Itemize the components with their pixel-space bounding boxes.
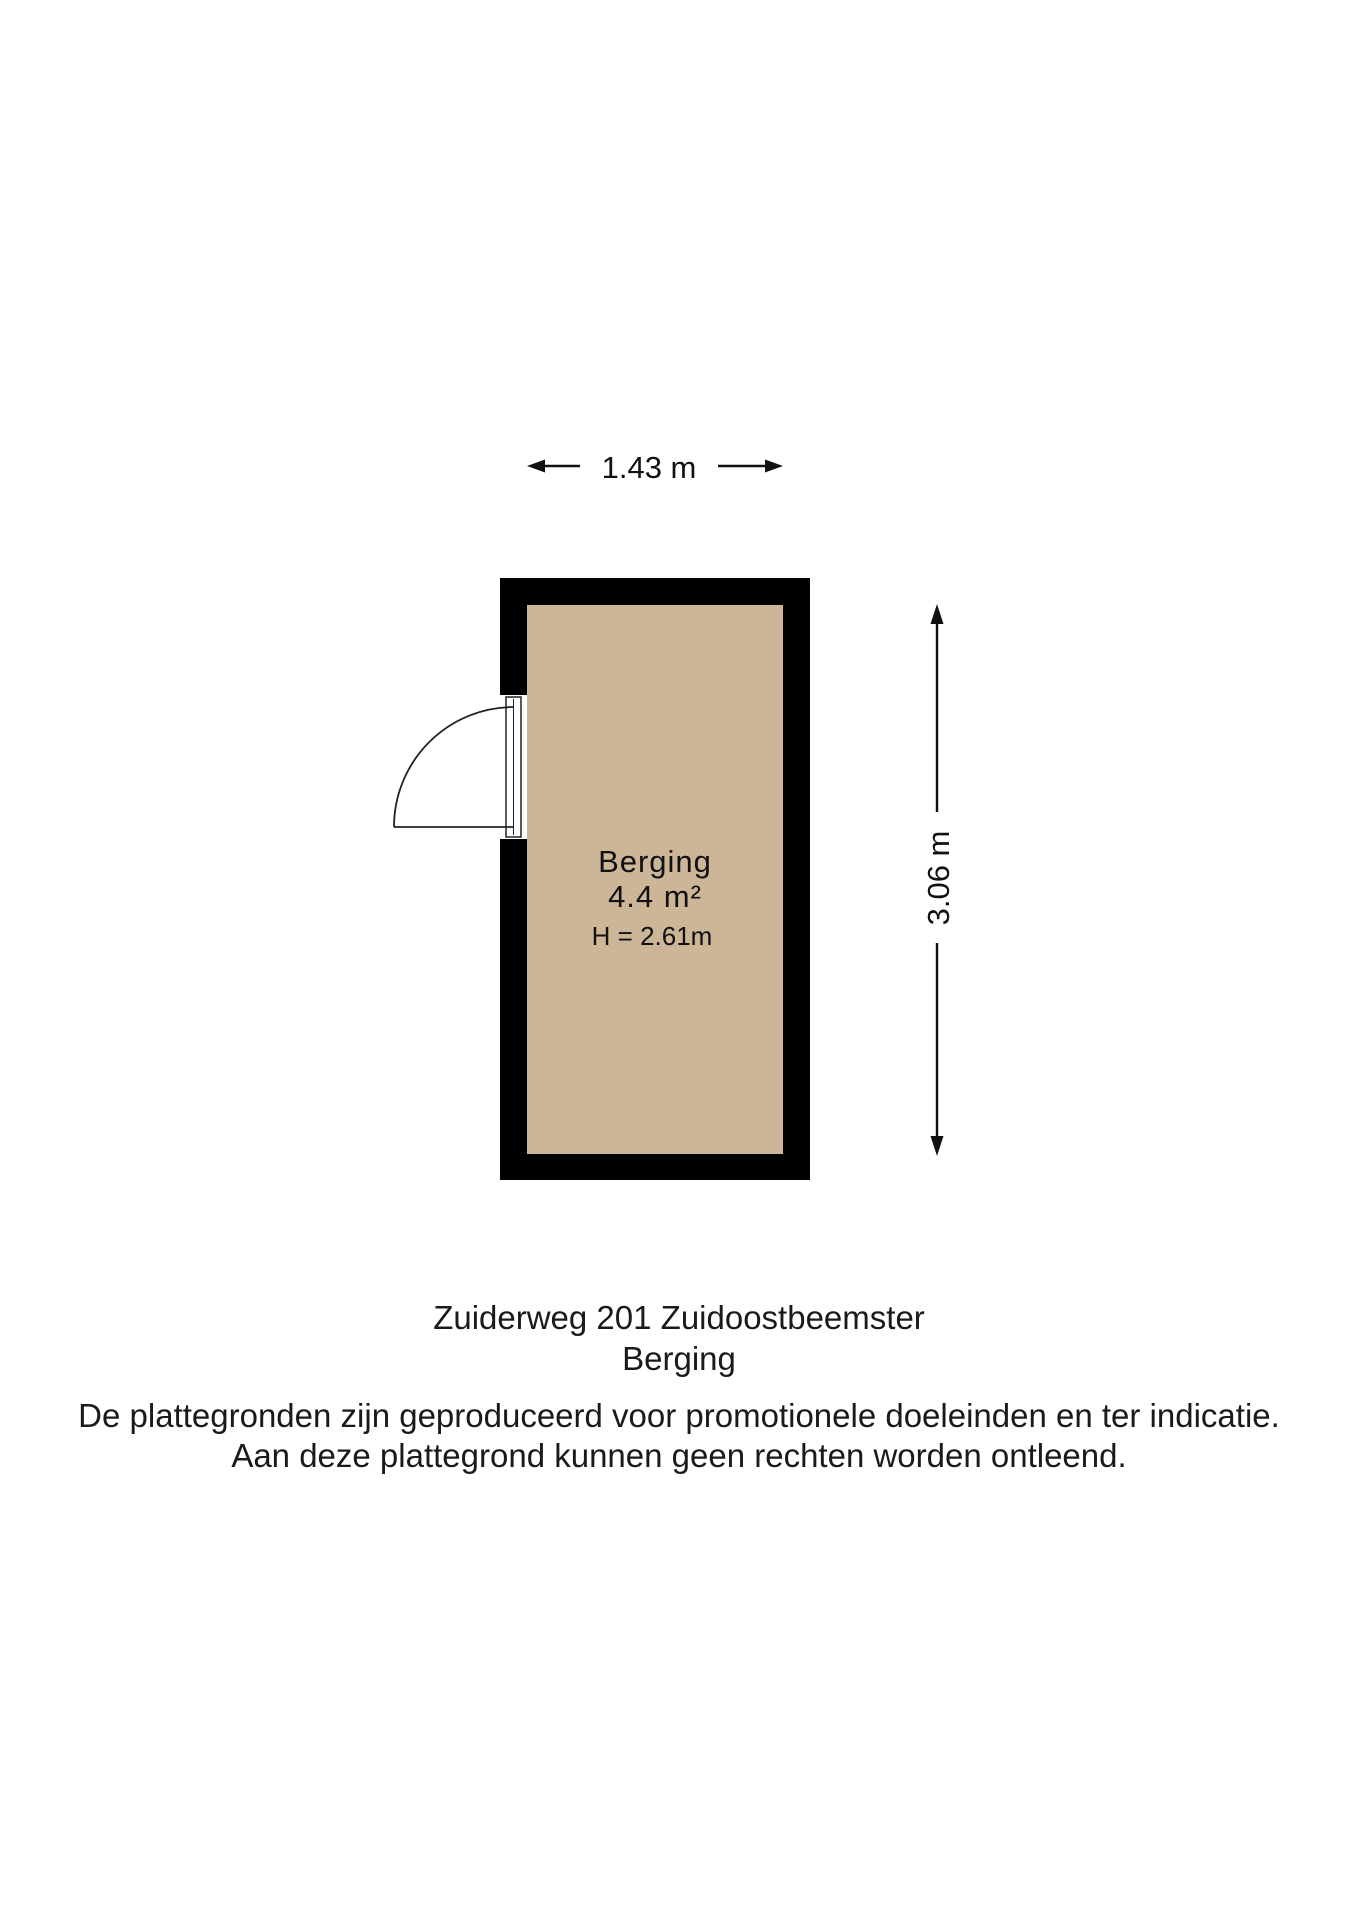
room-name: Berging (598, 844, 712, 879)
caption-disclaimer-line2: Aan deze plattegrond kunnen geen rechten worden ontleend. (231, 1437, 1127, 1474)
caption-floor: Berging (622, 1340, 736, 1377)
room-area: 4.4 m² (608, 879, 702, 914)
door-swing-arc (394, 707, 514, 827)
width-dimension (527, 450, 783, 485)
caption-address: Zuiderweg 201 Zuidoostbeemster (433, 1299, 925, 1336)
room-height: H = 2.61m (591, 921, 713, 951)
length-label: 3.06 m (921, 830, 956, 926)
door (394, 695, 527, 839)
caption-disclaimer-line1: De plattegronden zijn geproduceerd voor promotionele doeleinden en ter indicatie. (78, 1397, 1280, 1434)
width-label: 1.43 m (601, 450, 697, 485)
length-dimension (921, 604, 956, 1156)
